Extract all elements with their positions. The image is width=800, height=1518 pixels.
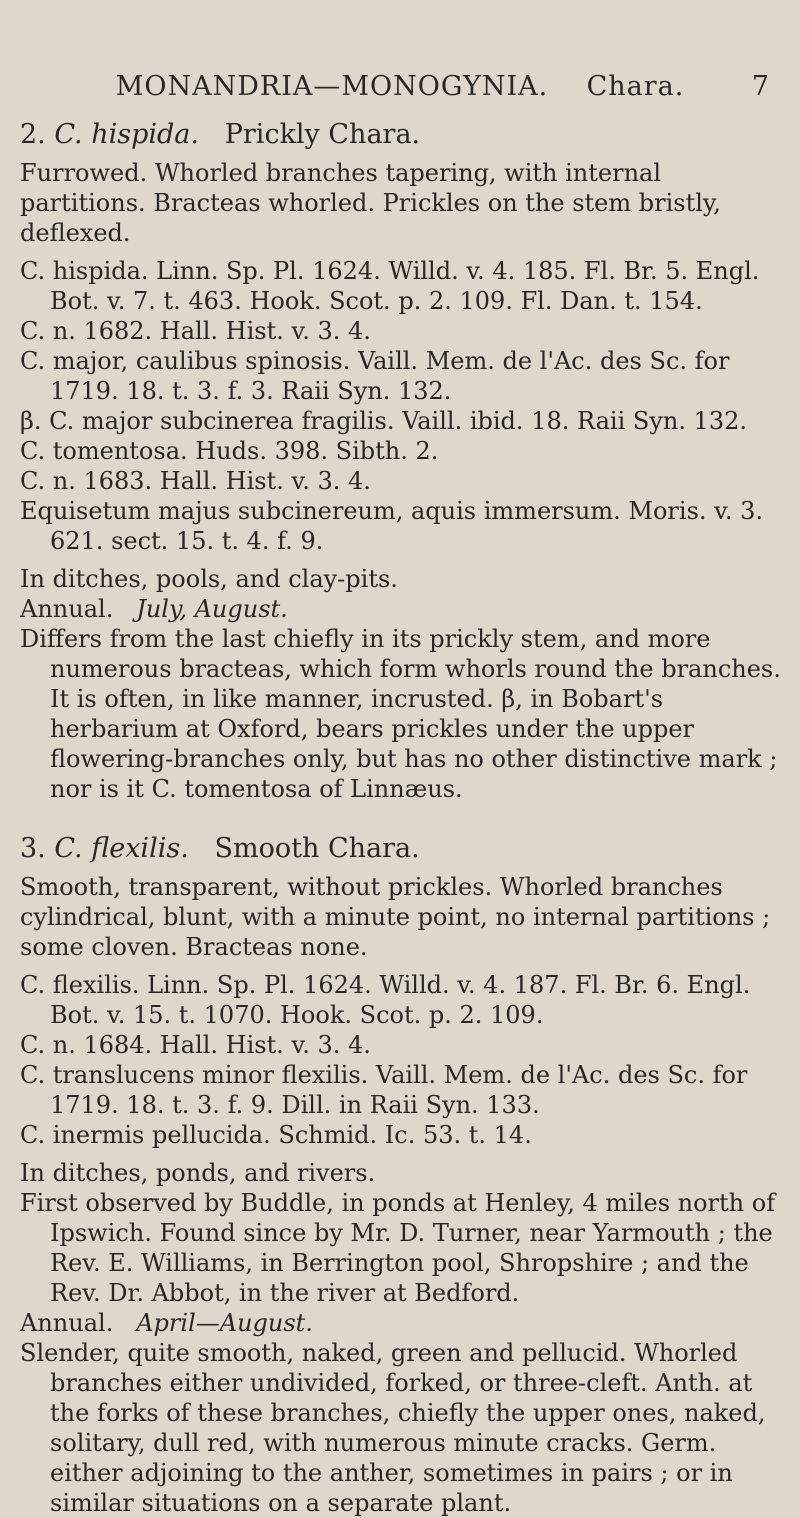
observation-note: First observed by Buddle, in ponds at Henley, 4 miles north of Ipswich. Found since by Mr. D. Turner, near Yarmouth ; the Rev. E. Williams, in Berrington pool, Shropshire ; and the Rev. Dr. Abbot, in the river at Bedford.	[20, 1189, 776, 1307]
species-note: Slender, quite smooth, naked, green and pellucid. Whorled branches either undivided, forked, or three-cleft. Anth. at the forks of these branches, chiefly the upper ones, naked, solitary, dull red, with numerous minute cracks. Germ. either adjoining to the anther, sometimes in pairs ; or in similar situations on a separate plant.	[20, 1339, 766, 1517]
duration-line: Annual. April—August.	[20, 1309, 313, 1337]
species-description: Furrowed. Whorled branches tapering, with internal partitions. Bracteas whorled. Prickles on the stem bristly, deflexed.	[20, 159, 721, 247]
species-heading: 3. C. flexilis. Smooth Chara.	[20, 833, 420, 864]
species-description: Smooth, transparent, without prickles. Whorled branches cylindrical, blunt, with a minute point, no internal partitions ; some cloven. Bracteas none.	[20, 873, 771, 961]
running-title: MONANDRIA—MONOGYNIA.	[115, 71, 549, 102]
species-heading: 2. C. hispida. Prickly Chara.	[20, 119, 421, 150]
synonym-entry: C. hispida. Linn. Sp. Pl. 1624. Willd. v. 4. 185. Fl. Br. 5. Engl. Bot. v. 7. t. 463. Hook. Scot. p. 2. 109. Fl. Dan. t. 154.	[20, 257, 760, 315]
habitat: In ditches, pools, and clay-pits.	[20, 565, 398, 593]
synonym-entry: C. n. 1684. Hall. Hist. v. 3. 4.	[20, 1031, 371, 1059]
running-genus: Chara.	[586, 71, 685, 102]
synonym-entry: C. n. 1682. Hall. Hist. v. 3. 4.	[20, 317, 371, 345]
synonym-entry: C. n. 1683. Hall. Hist. v. 3. 4.	[20, 467, 371, 495]
synonym-entry: Equisetum majus subcinereum, aquis immersum. Moris. v. 3. 621. sect. 15. t. 4. f. 9.	[20, 497, 764, 555]
species-note: Differs from the last chiefly in its prickly stem, and more numerous bracteas, which form whorls round the branches. It is often, in like manner, incrusted. β, in Bobart's herbarium at Oxford, bears prickles under the upper flowering-branches only, but has no other distinctive mark ; nor is it C. tomentosa of Linnæus.	[20, 625, 781, 803]
page-body	[20, 118, 782, 1518]
synonym-entry: C. translucens minor flexilis. Vaill. Mem. de l'Ac. des Sc. for 1719. 18. t. 3. f. 9. Dill. in Raii Syn. 133.	[20, 1061, 748, 1119]
synonym-entry: C. flexilis. Linn. Sp. Pl. 1624. Willd. v. 4. 187. Fl. Br. 6. Engl. Bot. v. 15. t. 1070. Hook. Scot. p. 2. 109.	[20, 971, 751, 1029]
synonym-entry: C. tomentosa. Huds. 398. Sibth. 2.	[20, 437, 439, 465]
common-name: Smooth Chara.	[214, 833, 420, 864]
habitat: In ditches, ponds, and rivers.	[20, 1159, 376, 1187]
synonym-entry: C. inermis pellucida. Schmid. Ic. 53. t. 14.	[20, 1121, 532, 1149]
common-name: Prickly Chara.	[224, 119, 421, 150]
species-name: C. hispida.	[54, 119, 199, 150]
running-head	[0, 72, 800, 102]
page-number: 7	[751, 71, 770, 102]
synonym-entry: C. major, caulibus spinosis. Vaill. Mem. de l'Ac. des Sc. for 1719. 18. t. 3. f. 3. Raii Syn. 132.	[20, 347, 730, 405]
species-name: C. flexilis.	[54, 833, 189, 864]
duration-line: Annual. July, August.	[20, 595, 288, 623]
synonym-entry: β. C. major subcinerea fragilis. Vaill. ibid. 18. Raii Syn. 132.	[20, 407, 748, 435]
